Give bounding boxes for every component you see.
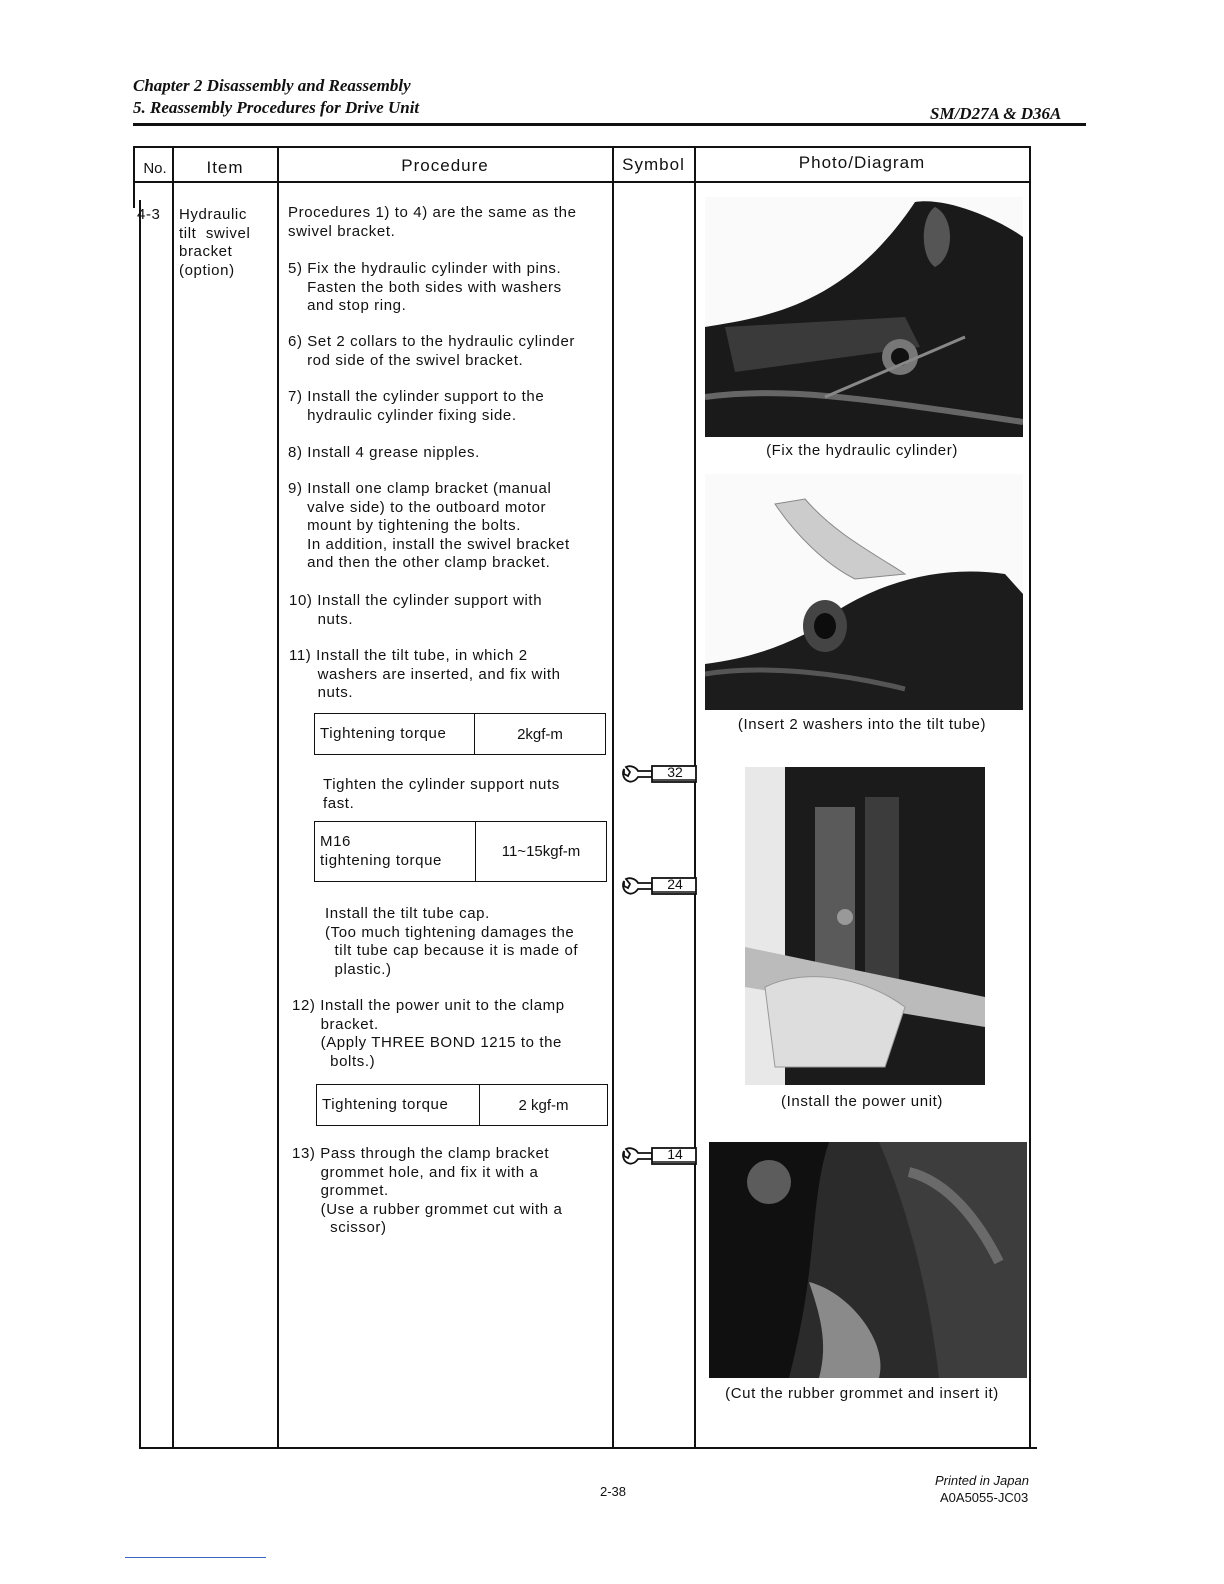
symbol-number: 32 — [667, 764, 683, 780]
header-rule — [133, 123, 1086, 126]
spec-box-2 — [314, 821, 607, 882]
footer-link-line — [125, 1557, 266, 1558]
chapter-title: Chapter 2 Disassembly and Reassembly — [133, 76, 411, 95]
spec-value: 2 kgf-m — [518, 1096, 569, 1114]
step-11: 11) Install the tilt tube, in which 2 washers are inserted, and fix with nuts. — [289, 647, 561, 701]
step-6: 6) Set 2 collars to the hydraulic cylinder rod side of the swivel bracket. — [288, 333, 575, 369]
photo-tilt-tube — [705, 474, 1023, 710]
step-11-cap: Install the tilt tube cap. (Too much tightening damages the tilt tube cap because it is made of plastic.) — [325, 905, 579, 978]
symbol-number: 24 — [667, 876, 683, 892]
photo-power-unit — [745, 767, 985, 1085]
caption-photo-1: (Fix the hydraulic cylinder) — [766, 442, 958, 459]
table-right-border — [1029, 146, 1031, 1448]
caption-photo-4: (Cut the rubber grommet and insert it) — [725, 1385, 999, 1402]
spec-label: Tightening torque — [317, 1085, 480, 1125]
step-10: 10) Install the cylinder support with nuts. — [289, 592, 543, 628]
table-bottom-border — [139, 1447, 1037, 1449]
step-7: 7) Install the cylinder support to the hydraulic cylinder fixing side. — [288, 388, 545, 424]
step-12: 12) Install the power unit to the clamp bracket. (Apply THREE BOND 1215 to the bolts.) — [292, 997, 565, 1070]
step-11-note: Tighten the cylinder support nuts fast. — [323, 776, 560, 812]
step-13: 13) Pass through the clamp bracket grommet hole, and fix it with a grommet. (Use a rubber grommet cut with a scissor) — [292, 1145, 563, 1236]
caption-photo-2: (Insert 2 washers into the tilt tube) — [737, 716, 987, 733]
spec-value: 2kgf-m — [517, 725, 563, 743]
page-number: 2-38 — [600, 1484, 627, 1499]
step-intro: Procedures 1) to 4) are the same as the swivel bracket. — [288, 204, 577, 240]
col-divider-symbol — [694, 146, 696, 1448]
wrench-symbol — [620, 875, 700, 899]
row-number: 4-3 — [137, 206, 161, 223]
table-top-border — [133, 146, 1030, 148]
header-photo: Photo/Diagram — [798, 153, 926, 172]
col-divider-procedure — [612, 146, 614, 1448]
header-no: No. — [143, 160, 167, 177]
header-item: Item — [206, 158, 244, 177]
spec-label: M16 tightening torque — [315, 822, 476, 881]
spec-box-1 — [314, 713, 606, 755]
model-label: SM/D27A & D36A — [930, 104, 1062, 123]
symbol-number: 14 — [667, 1146, 683, 1162]
spec-box-3 — [316, 1084, 608, 1126]
table-left-border-top — [133, 146, 135, 208]
table-left-border — [139, 200, 141, 1448]
header-symbol: Symbol — [622, 155, 685, 174]
spec-value: 11~15kgf-m — [501, 843, 581, 860]
header-procedure: Procedure — [401, 156, 489, 175]
header-bottom-border — [133, 181, 1030, 183]
wrench-symbol — [620, 763, 700, 787]
spec-label: Tightening torque — [315, 714, 475, 754]
step-5: 5) Fix the hydraulic cylinder with pins. Fasten the both sides with washers and stop ring. — [288, 260, 562, 314]
printed-note: Printed in Japan — [935, 1473, 1029, 1488]
col-divider-no — [172, 146, 174, 1448]
step-9: 9) Install one clamp bracket (manual valve side) to the outboard motor mount by tightening the bolts. In addition, install the swivel bracket and then the other clamp bracket. — [288, 480, 570, 571]
photo-hydraulic-cylinder — [705, 197, 1023, 437]
caption-photo-3: (Install the power unit) — [781, 1093, 943, 1110]
photo-rubber-grommet — [709, 1142, 1027, 1378]
row-item: Hydraulic tilt swivel bracket (option) — [179, 206, 251, 279]
document-code: A0A5055-JC03 — [940, 1490, 1029, 1505]
section-title: 5. Reassembly Procedures for Drive Unit — [133, 98, 420, 117]
wrench-symbol — [620, 1145, 700, 1169]
col-divider-item — [277, 146, 279, 1448]
step-8: 8) Install 4 grease nipples. — [288, 444, 480, 461]
